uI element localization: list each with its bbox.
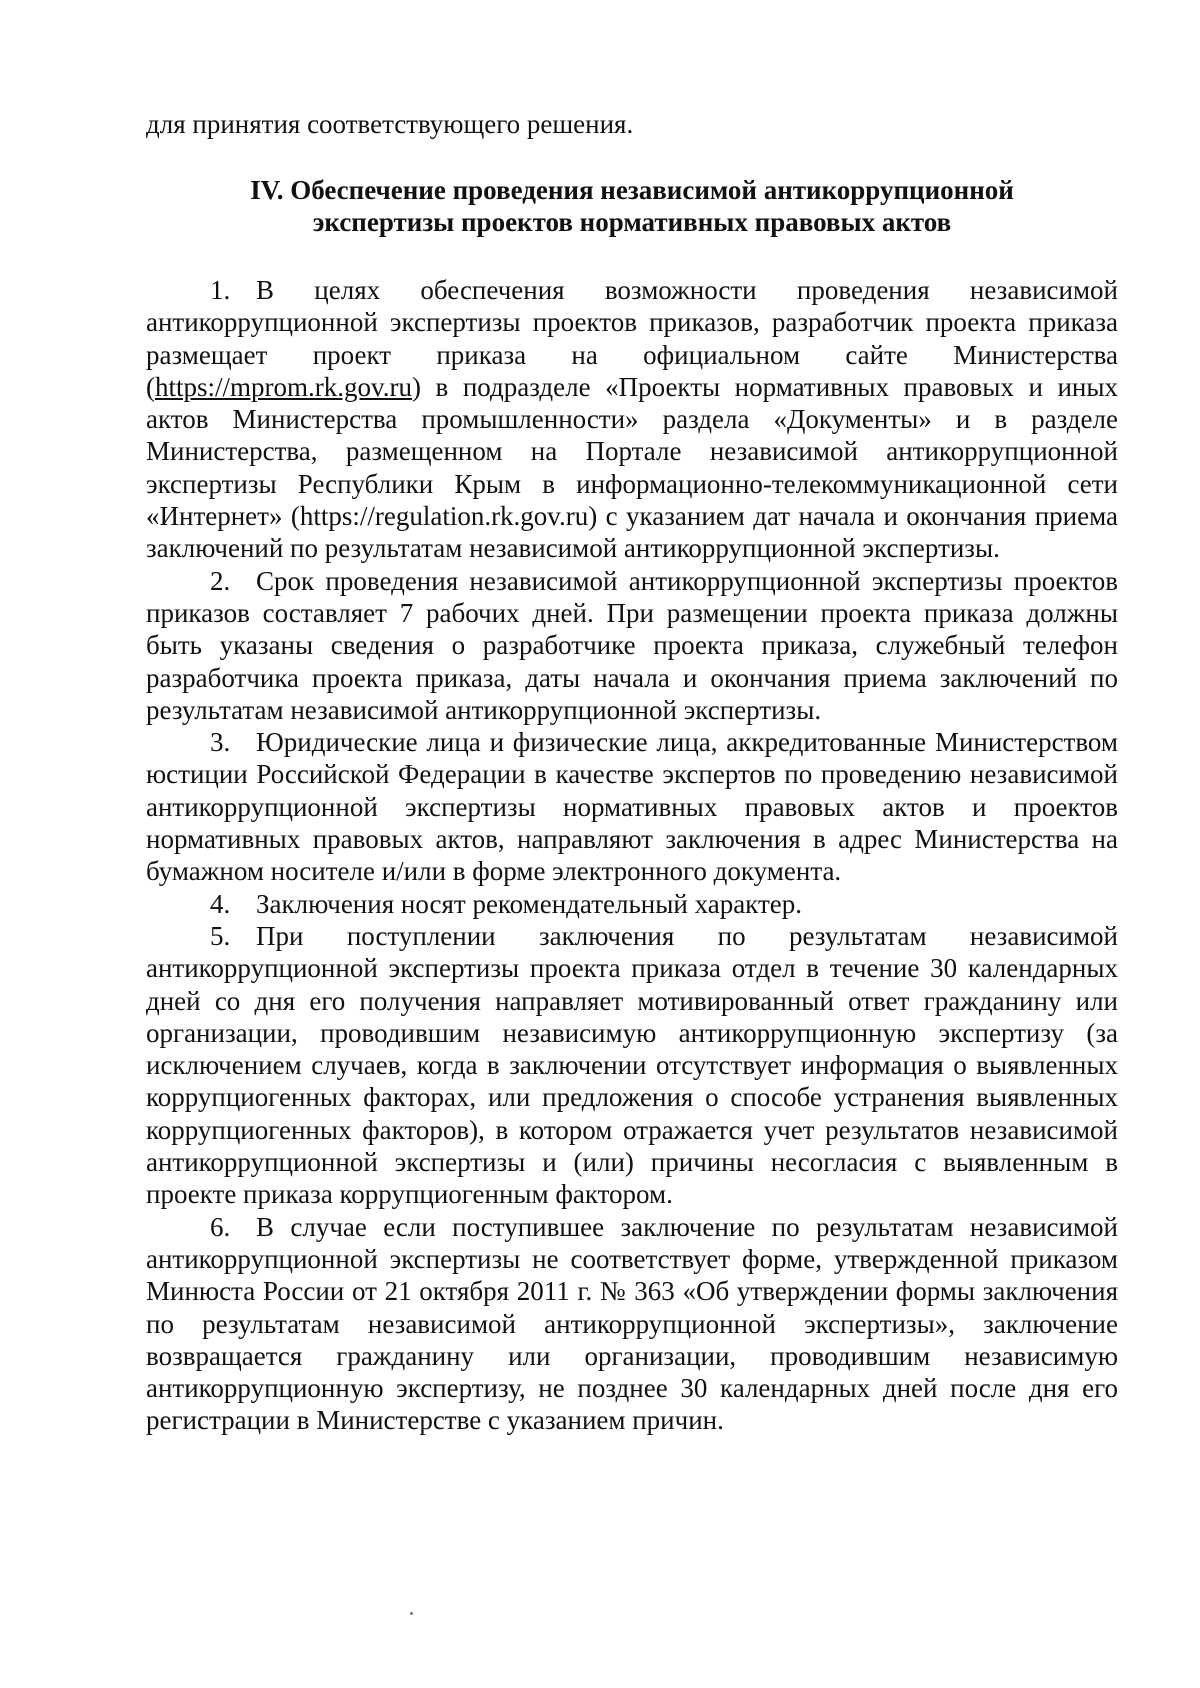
paragraph-text: В случае если поступившее заключение по результатам независимой антикоррупционной экспертизы не соответствует форме, утвержденной приказом Минюста России от 21 октября 2011 г. № 363 «Об утверждении формы заключения по результатам независимой антикоррупционной экспертизы», заключение возвращается гражданину или организации, проводившим независимую антикоррупционную экспертизу, не позднее 30 календарных дней после дня его регистрации в Министерстве с указанием причин. (146, 1211, 1118, 1436)
paragraph-1 (146, 274, 1118, 565)
paragraph-text-after-link: ) в подразделе «Проекты нормативных правовых и иных актов Министерства промышленности» раздела «Документы» и в разделе Министерства, размещенном на Портале независимой антикоррупционной экспертизы Республики Крым в информационно-телекоммуникационной сети «Интернет» (https://regulation.rk.gov.ru) с указанием дат начала и окончания приема заключений по результатам независимой антикоррупционной экспертизы. (146, 371, 1118, 564)
paragraph-3 (146, 726, 1118, 887)
scan-speck (410, 1612, 413, 1615)
paragraph-number: 3. (210, 727, 231, 758)
ministry-site-link[interactable]: https://mprom.rk.gov.ru (155, 371, 412, 402)
paragraph-text: При поступлении заключения по результатам независимой антикоррупционной экспертизы проекта приказа отдел в течение 30 календарных дней со дня его получения направляет мотивированный ответ гражданину или организации, проводившим независимую антикоррупционную экспертизу (за исключением случаев, когда в заключении отсутствует информация о выявленных коррупциогенных факторах, или предложения о способе устранения выявленных коррупциогенных факторов), в котором отражается учет результатов независимой антикоррупционной экспертизы и (или) причины несогласия с выявленным в проекте приказа коррупциогенным фактором. (146, 920, 1118, 1210)
paragraph-2 (146, 565, 1118, 726)
paragraph-number: 2. (210, 565, 231, 596)
paragraph-4 (146, 888, 1118, 920)
paragraph-text: Срок проведения независимой антикоррупционной экспертизы проектов приказов составляет 7 рабочих дней. При размещении проекта приказа должны быть указаны сведения о разработчике проекта приказа, служебный телефон разработчика проекта приказа, даты начала и окончания приема заключений по результатам независимой антикоррупционной экспертизы. (146, 565, 1118, 725)
section-heading-line-1: IV. Обеспечение проведения независимой антикоррупционной (250, 175, 1014, 205)
paragraph-text: Юридические лица и физические лица, аккредитованные Министерством юстиции Российской Федерации в качестве экспертов по проведению независимой антикоррупционной экспертизы нормативных правовых актов и проектов нормативных правовых актов, направляют заключения в адрес Министерства на бумажном носителе и/или в форме электронного документа. (146, 727, 1118, 887)
section-heading-line-2: экспертизы проектов нормативных правовых актов (312, 207, 952, 237)
paragraph-6 (146, 1211, 1118, 1437)
paragraph-number: 5. (210, 920, 231, 951)
paragraph-text-before-link: В целях обеспечения возможности проведения независимой антикоррупционной экспертизы проектов приказов, разработчик проекта приказа размещает проект приказа на официальном сайте Министерства ( (146, 275, 1118, 402)
paragraph-text: Заключения носят рекомендательный характер. (256, 888, 802, 919)
document-body (146, 108, 1118, 1437)
paragraph-number: 6. (210, 1211, 231, 1242)
section-heading (146, 174, 1118, 238)
paragraph-5 (146, 920, 1118, 1211)
paragraph-number: 4. (210, 888, 231, 919)
paragraph-number: 1. (210, 275, 231, 305)
continuation-text: для принятия соответствующего решения. (146, 109, 634, 139)
